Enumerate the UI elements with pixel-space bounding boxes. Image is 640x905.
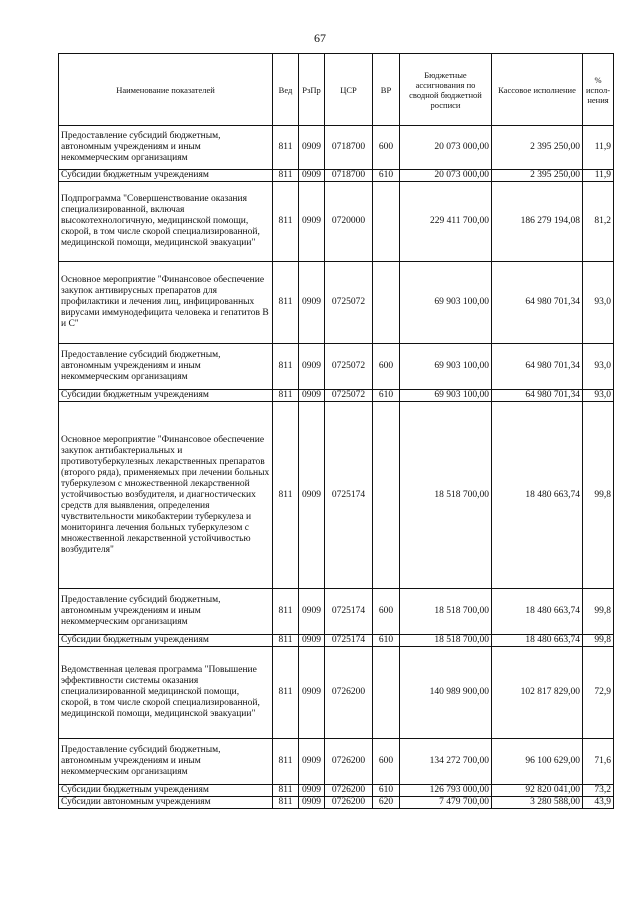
- table-row: [59, 182, 614, 262]
- cell-pct: 73,2: [583, 785, 614, 797]
- cell-vr: 600: [373, 126, 400, 170]
- table-row: [59, 402, 614, 589]
- table-row: [59, 390, 614, 402]
- cell-name: Субсидии бюджетным учреждениям: [59, 635, 273, 647]
- cell-name: Субсидии бюджетным учреждениям: [59, 390, 273, 402]
- cell-pct: 93,0: [583, 344, 614, 390]
- cell-csr: 0725174: [325, 635, 373, 647]
- cell-assign: 140 989 900,00: [400, 647, 492, 739]
- cell-name: Основное мероприятие "Финансовое обеспечение закупок антивирусных препаратов для профилактики и лечения лиц, инфицированных вирусами иммунодефицита человека и гепатитов В и С": [59, 262, 273, 344]
- cell-vr: [373, 647, 400, 739]
- cell-vr: 600: [373, 739, 400, 785]
- cell-csr: 0725072: [325, 344, 373, 390]
- header-cash-execution: Кассовое исполнение: [492, 54, 583, 126]
- cell-name: Субсидии автономным учреждениям: [59, 797, 273, 809]
- table-row: [59, 739, 614, 785]
- table-header-row: [59, 54, 614, 126]
- table-row: [59, 126, 614, 170]
- cell-assign: 18 518 700,00: [400, 635, 492, 647]
- budget-table: [58, 53, 614, 809]
- cell-vr: 610: [373, 785, 400, 797]
- cell-csr: 0726200: [325, 797, 373, 809]
- header-assignments: Бюджетные ассигнования по сводной бюджетной росписи: [400, 54, 492, 126]
- cell-ved: 811: [273, 170, 299, 182]
- cell-ved: 811: [273, 262, 299, 344]
- cell-cash: 92 820 041,00: [492, 785, 583, 797]
- table-row: [59, 262, 614, 344]
- cell-pct: 99,8: [583, 589, 614, 635]
- cell-cash: 64 980 701,34: [492, 262, 583, 344]
- header-vr: ВР: [373, 54, 400, 126]
- cell-rzpr: 0909: [299, 635, 325, 647]
- table-row: [59, 344, 614, 390]
- cell-name: Основное мероприятие "Финансовое обеспечение закупок антибактериальных и противотуберкулезных лекарственных препаратов (второго ряда), применяемых при лечении больных туберкулезом с множественной лекарственной устойчивостью возбудителя, и диагностических средств для выявления, определения чувствительности микобактерии туберкулеза и мониторинга лечения больных туберкулезом с множественной лекарственной устойчивостью возбудителя": [59, 402, 273, 589]
- cell-cash: 18 480 663,74: [492, 635, 583, 647]
- cell-ved: 811: [273, 126, 299, 170]
- page-number: 67: [314, 31, 326, 45]
- cell-rzpr: 0909: [299, 785, 325, 797]
- cell-name: Субсидии бюджетным учреждениям: [59, 170, 273, 182]
- table-row: [59, 589, 614, 635]
- table-row: [59, 797, 614, 809]
- table-row: [59, 635, 614, 647]
- cell-name: Субсидии бюджетным учреждениям: [59, 785, 273, 797]
- header-percent: % испол-нения: [583, 54, 614, 126]
- cell-vr: 620: [373, 797, 400, 809]
- cell-csr: 0718700: [325, 170, 373, 182]
- cell-cash: 64 980 701,34: [492, 390, 583, 402]
- cell-ved: 811: [273, 344, 299, 390]
- cell-rzpr: 0909: [299, 402, 325, 589]
- cell-name: Подпрограмма "Совершенствование оказания специализированной, включая высокотехнологичную, медицинской помощи, скорой, в том числе скорой специализированной, медицинской помощи, медицинской эвакуации": [59, 182, 273, 262]
- table-row: [59, 170, 614, 182]
- cell-ved: 811: [273, 589, 299, 635]
- cell-vr: 610: [373, 390, 400, 402]
- cell-pct: 81,2: [583, 182, 614, 262]
- cell-csr: 0726200: [325, 647, 373, 739]
- cell-csr: 0718700: [325, 126, 373, 170]
- cell-cash: 64 980 701,34: [492, 344, 583, 390]
- cell-cash: 186 279 194,08: [492, 182, 583, 262]
- cell-csr: 0720000: [325, 182, 373, 262]
- cell-cash: 96 100 629,00: [492, 739, 583, 785]
- header-rzpr: РзПр: [299, 54, 325, 126]
- cell-vr: 610: [373, 170, 400, 182]
- cell-rzpr: 0909: [299, 170, 325, 182]
- cell-vr: [373, 182, 400, 262]
- cell-ved: 811: [273, 182, 299, 262]
- cell-ved: 811: [273, 647, 299, 739]
- cell-assign: 69 903 100,00: [400, 262, 492, 344]
- cell-assign: 126 793 000,00: [400, 785, 492, 797]
- cell-cash: 2 395 250,00: [492, 170, 583, 182]
- cell-csr: 0726200: [325, 739, 373, 785]
- cell-ved: 811: [273, 785, 299, 797]
- header-name: Наименование показателей: [59, 54, 273, 126]
- cell-cash: 3 280 588,00: [492, 797, 583, 809]
- cell-assign: 69 903 100,00: [400, 344, 492, 390]
- table-row: [59, 647, 614, 739]
- cell-rzpr: 0909: [299, 739, 325, 785]
- cell-rzpr: 0909: [299, 262, 325, 344]
- cell-pct: 99,8: [583, 402, 614, 589]
- cell-cash: 2 395 250,00: [492, 126, 583, 170]
- cell-rzpr: 0909: [299, 589, 325, 635]
- cell-ved: 811: [273, 739, 299, 785]
- cell-csr: 0725174: [325, 402, 373, 589]
- cell-ved: 811: [273, 635, 299, 647]
- cell-pct: 11,9: [583, 170, 614, 182]
- cell-rzpr: 0909: [299, 182, 325, 262]
- cell-ved: 811: [273, 402, 299, 589]
- cell-name: Предоставление субсидий бюджетным, автономным учреждениям и иным некоммерческим организациям: [59, 344, 273, 390]
- cell-cash: 102 817 829,00: [492, 647, 583, 739]
- cell-rzpr: 0909: [299, 126, 325, 170]
- table-row: [59, 785, 614, 797]
- cell-pct: 93,0: [583, 262, 614, 344]
- cell-csr: 0726200: [325, 785, 373, 797]
- cell-csr: 0725072: [325, 262, 373, 344]
- cell-pct: 99,8: [583, 635, 614, 647]
- cell-vr: 600: [373, 344, 400, 390]
- cell-assign: 18 518 700,00: [400, 402, 492, 589]
- cell-pct: 43,9: [583, 797, 614, 809]
- cell-cash: 18 480 663,74: [492, 402, 583, 589]
- cell-rzpr: 0909: [299, 344, 325, 390]
- header-ved: Вед: [273, 54, 299, 126]
- cell-pct: 11,9: [583, 126, 614, 170]
- cell-pct: 71,6: [583, 739, 614, 785]
- cell-name: Предоставление субсидий бюджетным, автономным учреждениям и иным некоммерческим организациям: [59, 126, 273, 170]
- cell-name: Предоставление субсидий бюджетным, автономным учреждениям и иным некоммерческим организациям: [59, 589, 273, 635]
- cell-assign: 20 073 000,00: [400, 126, 492, 170]
- cell-name: Ведомственная целевая программа "Повышение эффективности системы оказания специализированной медицинской помощи, скорой, в том числе скорой специализированной, медицинской помощи, медицинской эвакуации": [59, 647, 273, 739]
- cell-rzpr: 0909: [299, 390, 325, 402]
- cell-vr: [373, 262, 400, 344]
- cell-assign: 18 518 700,00: [400, 589, 492, 635]
- cell-csr: 0725072: [325, 390, 373, 402]
- cell-vr: [373, 402, 400, 589]
- cell-assign: 229 411 700,00: [400, 182, 492, 262]
- cell-ved: 811: [273, 797, 299, 809]
- cell-pct: 72,9: [583, 647, 614, 739]
- cell-cash: 18 480 663,74: [492, 589, 583, 635]
- cell-assign: 134 272 700,00: [400, 739, 492, 785]
- cell-csr: 0725174: [325, 589, 373, 635]
- cell-assign: 20 073 000,00: [400, 170, 492, 182]
- cell-name: Предоставление субсидий бюджетным, автономным учреждениям и иным некоммерческим организациям: [59, 739, 273, 785]
- cell-rzpr: 0909: [299, 647, 325, 739]
- cell-vr: 600: [373, 589, 400, 635]
- cell-vr: 610: [373, 635, 400, 647]
- cell-rzpr: 0909: [299, 797, 325, 809]
- cell-pct: 93,0: [583, 390, 614, 402]
- header-csr: ЦСР: [325, 54, 373, 126]
- cell-assign: 7 479 700,00: [400, 797, 492, 809]
- cell-assign: 69 903 100,00: [400, 390, 492, 402]
- cell-ved: 811: [273, 390, 299, 402]
